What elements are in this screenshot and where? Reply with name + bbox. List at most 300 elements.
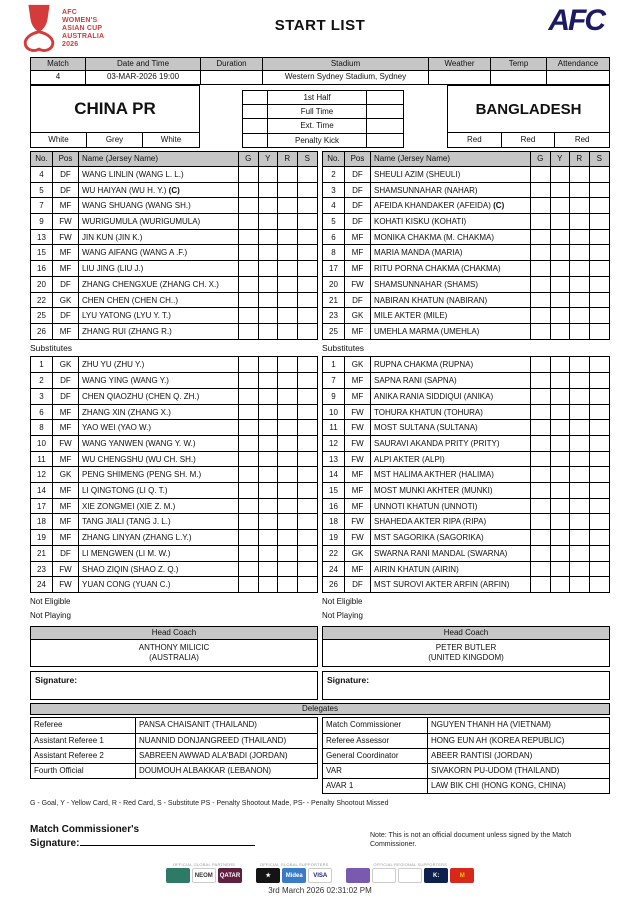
player-name: MST SAGORIKA (SAGORIKA) <box>371 530 531 545</box>
stat-cell <box>259 324 279 339</box>
document-footer <box>0 862 640 895</box>
stat-cell <box>278 308 298 323</box>
player-number: 2 <box>31 373 53 388</box>
stat-cell <box>551 514 571 529</box>
kit-color-cell: Red <box>448 133 502 147</box>
stat-cell <box>590 324 610 339</box>
delegate-name: ABEER RANTISI (JORDAN) <box>431 750 533 760</box>
player-position: GK <box>345 357 371 373</box>
qatar-airways-logo: QATAR <box>218 868 242 883</box>
player-name: XIE ZONGMEI (XIE Z. M.) <box>79 499 239 514</box>
tournament-line: AUSTRALIA <box>62 33 105 40</box>
player-row <box>31 276 317 292</box>
player-number: 8 <box>323 245 345 260</box>
player-position: MF <box>53 405 79 420</box>
player-row <box>31 182 317 198</box>
stat-cell <box>590 452 610 467</box>
player-name: YAO WEI (YAO W.) <box>79 420 239 435</box>
stat-cell <box>531 357 551 373</box>
player-name: AFEIDA KHANDAKER (AFEIDA) (C) <box>371 198 531 213</box>
stat-cell <box>551 277 571 292</box>
stat-cell <box>259 167 279 182</box>
player-number: 22 <box>323 546 345 561</box>
stat-cell <box>551 452 571 467</box>
stat-cell <box>298 230 318 245</box>
player-row <box>31 372 317 388</box>
player-row <box>31 529 317 545</box>
stat-cell <box>259 183 279 198</box>
player-row <box>31 323 317 339</box>
afc-logo <box>548 6 604 36</box>
home-signature-box: Signature: <box>30 671 318 700</box>
neom-logo: NEOM <box>192 868 216 883</box>
home-substitutes-label: Substitutes <box>30 342 73 353</box>
player-row <box>31 307 317 323</box>
match-info-value: Western Sydney Stadium, Sydney <box>263 71 429 84</box>
delegate-name: NUANNID DONJANGREED (THAILAND) <box>139 735 287 745</box>
player-number: 8 <box>31 420 53 435</box>
stat-cell <box>278 562 298 577</box>
stat-cell <box>239 183 259 198</box>
player-row <box>31 244 317 260</box>
player-position: DF <box>345 293 371 308</box>
sponsor-logo-row <box>166 868 242 883</box>
player-number: 14 <box>323 467 345 482</box>
player-name: MARIA MANDA (MARIA) <box>371 245 531 260</box>
player-number: 15 <box>31 245 53 260</box>
player-position: GK <box>53 357 79 373</box>
player-name: WU HAIYAN (WU H. Y.) (C) <box>79 183 239 198</box>
home-coach-box <box>30 626 318 667</box>
player-name: ZHANG RUI (ZHANG R.) <box>79 324 239 339</box>
stat-cell <box>570 183 590 198</box>
stat-cell <box>531 546 551 561</box>
player-number: 1 <box>323 357 345 373</box>
score-period-label: 1st Half <box>267 90 367 105</box>
player-number: 21 <box>323 293 345 308</box>
player-row <box>31 435 317 451</box>
stat-cell <box>298 373 318 388</box>
delegates-section <box>30 717 610 794</box>
player-number: 9 <box>31 214 53 229</box>
stat-cell <box>298 357 318 373</box>
stat-cell <box>298 167 318 182</box>
player-position: DF <box>345 183 371 198</box>
player-row <box>31 213 317 229</box>
delegate-role: Fourth Official <box>31 764 136 778</box>
player-position: DF <box>53 373 79 388</box>
away-coach-country: (UNITED KINGDOM) <box>428 652 504 662</box>
stat-cell <box>259 373 279 388</box>
player-row <box>31 229 317 245</box>
player-number: 1 <box>31 357 53 373</box>
score-away-box <box>366 133 404 149</box>
stat-cell <box>239 308 259 323</box>
player-row <box>31 404 317 420</box>
stat-cell <box>278 214 298 229</box>
player-number: 19 <box>323 530 345 545</box>
stat-cell <box>551 293 571 308</box>
player-row <box>31 419 317 435</box>
player-number: 24 <box>323 562 345 577</box>
player-number: 4 <box>31 167 53 182</box>
player-number: 20 <box>31 277 53 292</box>
player-position: FW <box>53 436 79 451</box>
stat-cell <box>298 546 318 561</box>
player-position: MF <box>53 420 79 435</box>
sponsor-group-label: OFFICIAL REGIONAL SUPPORTERS <box>373 862 448 867</box>
column-header: Pos <box>345 152 371 166</box>
score-period-label: Penalty Kick <box>267 133 367 149</box>
player-row <box>323 292 609 308</box>
document-header <box>30 0 610 57</box>
away-coach-name: PETER BUTLER <box>435 642 497 652</box>
stat-cell <box>551 546 571 561</box>
stat-cell <box>551 214 571 229</box>
player-position: DF <box>345 167 371 182</box>
stat-cell <box>531 577 551 592</box>
stat-cell <box>531 436 551 451</box>
player-table-header-row <box>323 152 609 166</box>
stat-cell <box>278 230 298 245</box>
sponsor-logos-strip <box>0 862 640 883</box>
stat-cell <box>590 436 610 451</box>
stat-cell <box>278 373 298 388</box>
stat-cell <box>259 293 279 308</box>
match-info-value <box>429 71 491 84</box>
delegate-row <box>31 763 317 778</box>
player-position: MF <box>345 467 371 482</box>
home-not-eligible-label: Not Eligible <box>30 596 71 606</box>
player-position: MF <box>53 324 79 339</box>
player-position: MF <box>345 261 371 276</box>
stat-cell <box>278 324 298 339</box>
stat-cell <box>590 261 610 276</box>
sponsor-logo-row <box>256 868 332 883</box>
stat-cell <box>278 389 298 404</box>
stat-cell <box>590 230 610 245</box>
home-team-name: CHINA PR <box>30 85 200 133</box>
stat-cell <box>259 577 279 592</box>
stat-cell <box>590 245 610 260</box>
stat-cell <box>570 530 590 545</box>
away-not-playing-label: Not Playing <box>322 610 363 620</box>
stat-cell <box>278 530 298 545</box>
stat-cell <box>570 436 590 451</box>
match-info-header: Match <box>31 58 86 71</box>
column-header: No. <box>31 152 53 166</box>
stat-cell <box>570 405 590 420</box>
match-info-value: 03-MAR-2026 19:00 <box>86 71 201 84</box>
player-number: 3 <box>31 389 53 404</box>
stat-cell <box>298 198 318 213</box>
stat-cell <box>531 324 551 339</box>
player-number: 12 <box>31 467 53 482</box>
player-row <box>323 576 609 592</box>
player-position: MF <box>345 483 371 498</box>
player-position: GK <box>345 308 371 323</box>
mc-label-line2: Signature: <box>30 837 80 849</box>
stat-cell <box>278 167 298 182</box>
stat-cell <box>239 245 259 260</box>
player-name: YUAN CONG (YUAN C.) <box>79 577 239 592</box>
player-name: LIU JING (LIU J.) <box>79 261 239 276</box>
sponsor-group <box>346 862 474 883</box>
stat-cell <box>590 308 610 323</box>
coach-signature-section <box>30 671 610 700</box>
home-kit-colors <box>30 133 200 148</box>
match-info-table <box>30 57 610 85</box>
stat-cell <box>570 357 590 373</box>
column-header: Y <box>259 152 279 166</box>
stat-cell <box>259 452 279 467</box>
player-number: 7 <box>323 373 345 388</box>
teams-band <box>30 85 610 149</box>
player-name: LI QINGTONG (LI Q. T.) <box>79 483 239 498</box>
stat-cell <box>259 420 279 435</box>
stat-cell <box>590 183 610 198</box>
player-number: 23 <box>31 562 53 577</box>
kit-color-cell: Grey <box>87 133 143 147</box>
delegate-name: NGUYEN THANH HA (VIETNAM) <box>431 719 551 729</box>
home-coach-header: Head Coach <box>31 627 317 640</box>
score-home-box <box>242 118 268 134</box>
stat-cell <box>531 483 551 498</box>
stat-cell <box>531 420 551 435</box>
stat-cell <box>531 183 551 198</box>
stat-cell <box>570 546 590 561</box>
player-row <box>323 307 609 323</box>
stat-cell <box>570 467 590 482</box>
stat-cell <box>551 530 571 545</box>
home-substitutes-table <box>30 356 318 593</box>
player-number: 25 <box>323 324 345 339</box>
print-timestamp: 3rd March 2026 02:31:02 PM <box>268 886 372 895</box>
stat-cell <box>590 514 610 529</box>
away-kit-colors <box>447 133 610 148</box>
player-row <box>323 419 609 435</box>
stat-cell <box>259 436 279 451</box>
player-number: 15 <box>323 483 345 498</box>
column-header: G <box>531 152 551 166</box>
stat-cell <box>239 499 259 514</box>
stat-cell <box>278 420 298 435</box>
player-row <box>31 545 317 561</box>
away-team-block <box>447 85 610 149</box>
stat-cell <box>239 389 259 404</box>
player-number: 19 <box>31 530 53 545</box>
stat-cell <box>570 483 590 498</box>
stat-cell <box>298 499 318 514</box>
player-row <box>323 498 609 514</box>
stat-cell <box>239 357 259 373</box>
home-coach-body <box>31 640 317 666</box>
stat-cell <box>239 230 259 245</box>
player-name: UMEHLA MARMA (UMEHLA) <box>371 324 531 339</box>
column-header: Name (Jersey Name) <box>371 152 531 166</box>
player-position: MF <box>53 530 79 545</box>
tournament-line: 2026 <box>62 41 79 48</box>
player-number: 6 <box>31 405 53 420</box>
player-name: MILE AKTER (MILE) <box>371 308 531 323</box>
player-position: DF <box>345 577 371 592</box>
head-coach-section <box>30 626 610 667</box>
player-row <box>323 357 609 373</box>
stat-cell <box>590 467 610 482</box>
player-position: FW <box>345 514 371 529</box>
player-row <box>323 197 609 213</box>
player-number: 18 <box>31 514 53 529</box>
stat-cell <box>239 514 259 529</box>
player-number: 7 <box>31 198 53 213</box>
stat-cell <box>590 562 610 577</box>
player-row <box>31 357 317 373</box>
delegates-left-table <box>30 717 318 779</box>
stat-cell <box>570 245 590 260</box>
stat-cell <box>570 308 590 323</box>
delegate-row <box>31 733 317 748</box>
stat-cell <box>239 577 259 592</box>
home-coach-name: ANTHONY MILICIC <box>138 642 210 652</box>
away-substitutes-table <box>322 356 610 593</box>
player-row <box>31 388 317 404</box>
stat-cell <box>259 514 279 529</box>
match-info-value <box>491 71 547 84</box>
player-number: 23 <box>323 308 345 323</box>
stat-cell <box>531 167 551 182</box>
player-number: 18 <box>323 514 345 529</box>
stat-cell <box>570 499 590 514</box>
player-number: 16 <box>323 499 345 514</box>
player-name: WANG LINLIN (WANG L. L.) <box>79 167 239 182</box>
tournament-line: AFC <box>62 9 77 16</box>
player-row <box>323 182 609 198</box>
stat-cell <box>239 546 259 561</box>
stat-cell <box>590 214 610 229</box>
delegate-name: PANSA CHAISANIT (THAILAND) <box>139 719 257 729</box>
score-table <box>242 90 404 149</box>
column-header: R <box>570 152 590 166</box>
delegate-role: Referee <box>31 718 136 733</box>
stat-cell <box>551 230 571 245</box>
stat-cell <box>551 357 571 373</box>
stat-cell <box>531 514 551 529</box>
column-header: S <box>304 154 310 163</box>
stat-cell <box>278 245 298 260</box>
away-coach-box <box>322 626 610 667</box>
stat-cell <box>531 261 551 276</box>
stat-cell <box>590 499 610 514</box>
player-name: WURIGUMULA (WURIGUMULA) <box>79 214 239 229</box>
stat-cell <box>531 452 551 467</box>
stat-cell <box>298 245 318 260</box>
away-signature-box: Signature: <box>322 671 610 700</box>
stat-cell <box>298 452 318 467</box>
signature-line <box>80 837 255 846</box>
stat-cell <box>570 277 590 292</box>
player-position: MF <box>53 245 79 260</box>
delegate-role: AVAR 1 <box>323 779 428 793</box>
stat-cell <box>551 467 571 482</box>
player-position: FW <box>53 562 79 577</box>
stat-cell <box>590 420 610 435</box>
column-header: Pos <box>53 152 79 166</box>
player-position: MF <box>53 499 79 514</box>
stat-cell <box>551 405 571 420</box>
delegates-right-table <box>322 717 610 794</box>
player-position: MF <box>53 483 79 498</box>
stat-cell <box>590 405 610 420</box>
player-name: WANG AIFANG (WANG A .F.) <box>79 245 239 260</box>
player-position: GK <box>53 467 79 482</box>
stat-cell <box>298 577 318 592</box>
stat-cell <box>551 198 571 213</box>
player-name: CHEN CHEN (CHEN CH..) <box>79 293 239 308</box>
delegate-name: SIVAKORN PU-UDOM (THAILAND) <box>431 765 560 775</box>
player-number: 16 <box>31 261 53 276</box>
player-position: DF <box>53 546 79 561</box>
stat-cell <box>531 405 551 420</box>
delegate-row <box>323 748 609 763</box>
player-number: 22 <box>31 293 53 308</box>
stat-cell <box>570 562 590 577</box>
player-name: SHEULI AZIM (SHEULI) <box>371 167 531 182</box>
stat-cell <box>531 530 551 545</box>
player-name: WU CHENGSHU (WU CH. SH.) <box>79 452 239 467</box>
stat-cell <box>278 277 298 292</box>
page-title: START LIST <box>274 17 366 34</box>
green-sponsor-logo <box>166 868 190 883</box>
player-row <box>31 561 317 577</box>
stat-cell <box>239 198 259 213</box>
player-name: ZHANG XIN (ZHANG X.) <box>79 405 239 420</box>
player-number: 10 <box>31 436 53 451</box>
stat-cell <box>259 261 279 276</box>
sponsor-group <box>166 862 242 883</box>
match-info-value: 4 <box>31 71 86 84</box>
stat-cell <box>259 499 279 514</box>
player-row <box>323 545 609 561</box>
score-home-box <box>242 133 268 149</box>
stat-cell <box>298 308 318 323</box>
player-row <box>323 323 609 339</box>
stat-cell <box>531 293 551 308</box>
delegate-name: DOUMOUH ALBAKKAR (LEBANON) <box>139 765 272 775</box>
stat-cell <box>531 308 551 323</box>
kit-color-cell: Red <box>574 135 590 144</box>
stat-cell <box>590 357 610 373</box>
player-position: MF <box>53 452 79 467</box>
player-row <box>323 244 609 260</box>
stat-cell <box>298 467 318 482</box>
player-position: MF <box>345 373 371 388</box>
player-name: KOHATI KISKU (KOHATI) <box>371 214 531 229</box>
stat-cell <box>259 214 279 229</box>
player-number: 13 <box>31 230 53 245</box>
mc-label-line1: Match Commissioner's <box>30 823 140 835</box>
player-row <box>31 451 317 467</box>
stat-cell <box>239 324 259 339</box>
stat-cell <box>298 562 318 577</box>
stat-cell <box>239 562 259 577</box>
delegate-row <box>323 718 609 733</box>
player-name: TOHURA KHATUN (TOHURA) <box>371 405 531 420</box>
stat-cell <box>259 405 279 420</box>
stat-cell <box>298 183 318 198</box>
stat-cell <box>259 530 279 545</box>
stat-cell <box>239 373 259 388</box>
delegate-role: Match Commissioner <box>323 718 428 733</box>
